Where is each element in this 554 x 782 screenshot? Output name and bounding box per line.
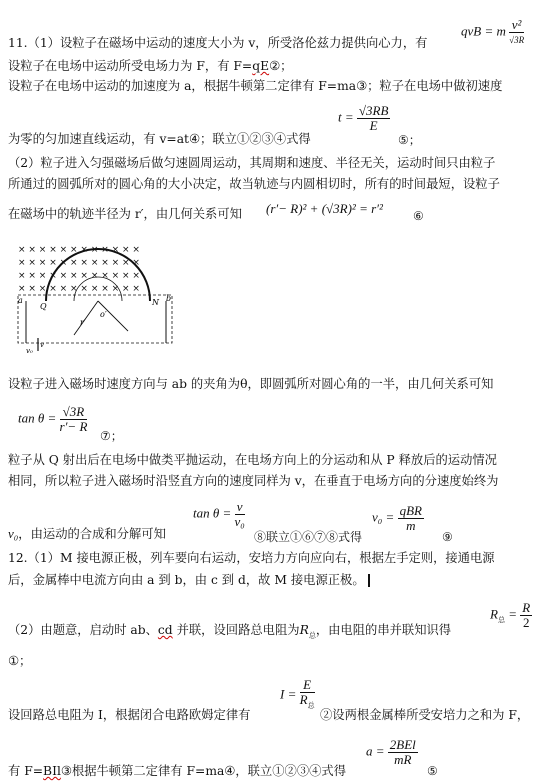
q11-eq-t xyxy=(338,104,390,133)
q11-line4-text: 为零的匀加速直线运动，有 v=at④；联立①②③④式得 xyxy=(8,132,311,146)
eqR-fraction xyxy=(520,601,532,630)
q12-line3-cd: cd xyxy=(157,623,173,637)
q12-line2 xyxy=(8,572,370,588)
q12-line3-f: ，由电阻的串并联知识得 xyxy=(315,623,452,637)
q11-eq1 xyxy=(461,18,524,47)
q12-line5-a: 设回路总电阻为 I，根据闭合电路欧姆定律有 xyxy=(8,708,251,722)
q11-line1: 11.（1）设粒子在磁场中运动的速度大小为 v，所受洛伦兹力提供向心力，有 xyxy=(8,36,428,50)
eq-t-numerator: √3RB xyxy=(358,103,389,118)
fig-label-a: a xyxy=(18,296,23,305)
fig-label-o: o′ xyxy=(100,310,107,319)
q11-line7: 在磁场中的轨迹半径为 r′，由几何关系可知 xyxy=(8,207,242,221)
q11-line8: 设粒子进入磁场时速度方向与 ab 的夹角为θ，即圆弧所对圆心角的一半，由几何关系可知 xyxy=(8,377,494,391)
eq1-denominator: √3R xyxy=(509,35,525,45)
q11-line10: 相同，所以粒子进入磁场时沿竖直方向的速度同样为 v，在垂直于电场方向的分速度始终为 xyxy=(8,474,499,488)
eq-t-lhs: t = xyxy=(338,109,354,125)
eqa-lhs: a = xyxy=(366,743,385,759)
q12-line5 xyxy=(8,707,250,723)
q12-line3-c: 并联，设回路总电阻为 xyxy=(172,623,300,637)
q11-line2-text: 设粒子在电场中运动所受电场力为 F，有 F= xyxy=(8,59,253,73)
eq-t-fraction xyxy=(357,104,391,133)
q11-line9: 粒子从 Q 射出后在电场中做类平抛运动，在电场方向上的分运动和从 P 释放后的运动情况 xyxy=(8,453,497,467)
q11-line2-tag: ②； xyxy=(269,59,293,73)
q11-eq7 xyxy=(18,405,87,434)
svg-text:× × × × × × × × × × × ×: × × × × × × × × × × × × xyxy=(18,284,140,294)
eqa-numerator: 2BEl xyxy=(389,737,416,752)
q11-eq6-tag: ⑥ xyxy=(413,209,424,223)
q11-eq9 xyxy=(372,504,424,533)
eq8-denominator: v₀ xyxy=(234,514,245,529)
fig-label-N: N xyxy=(152,298,159,307)
text-cursor xyxy=(368,574,370,587)
eq-t-denominator: E xyxy=(369,118,378,133)
fig-label-b: b xyxy=(166,294,172,303)
q11-line6: 所通过的圆弧所对的圆心角的大小决定，故当轨迹与内圆相切时，所有的时间最短，设粒子 xyxy=(8,177,500,191)
q12-eqI xyxy=(280,678,315,713)
eq7-denominator: r′− R xyxy=(59,419,88,434)
radius-line xyxy=(74,301,98,335)
eq1-numerator: v² xyxy=(509,18,524,33)
eqR-equals: = xyxy=(504,606,517,622)
magnetic-field-diagram xyxy=(16,243,176,355)
q11-line11-text: ，由运动的合成和分解可知 xyxy=(18,527,166,541)
q11-eq-t-tag: ⑤； xyxy=(398,133,421,147)
q12-line6 xyxy=(8,763,346,779)
fig-label-v: v xyxy=(40,341,44,349)
q11-v0: v₀ xyxy=(8,526,19,541)
eq9-fraction xyxy=(398,504,424,533)
q11-line5: （2）粒子进入匀强磁场后做匀速圆周运动，其周期和速度、半径无关，运动时间只由粒子 xyxy=(8,156,496,170)
q11-eq6: (r′− R)² + (√3R)² = r′² xyxy=(266,201,383,216)
q11-line4 xyxy=(8,131,311,147)
q11-eq7-tag: ⑦； xyxy=(100,429,123,443)
eqa-denominator: mR xyxy=(394,752,412,767)
eq8-fraction xyxy=(235,500,245,529)
eqa-fraction xyxy=(388,738,418,767)
eq7-lhs: tan θ = xyxy=(18,410,57,426)
eqR-lhs: R xyxy=(490,606,498,622)
eq8-lhs: tan θ = xyxy=(193,505,232,521)
q11-line2-qE: qE xyxy=(252,59,270,73)
eq9-numerator: qBR xyxy=(399,503,422,518)
eq1-lhs: qvB = m xyxy=(461,23,506,39)
q12-eqR xyxy=(490,601,532,630)
svg-text:× × × × × × × × × × × ×: × × × × × × × × × × × × xyxy=(18,245,140,255)
fig-label-Q: Q xyxy=(40,302,47,311)
eqI-denominator: R xyxy=(299,692,308,707)
q12-line3 xyxy=(8,622,451,643)
q12-line6-BIl: BIl xyxy=(43,764,61,778)
q12-line3-R: R xyxy=(299,623,309,637)
fig-label-v0: v₀ xyxy=(26,347,33,355)
q11-line3: 设粒子在电场中运动的加速度为 a，根据牛顿第二定律有 F=ma③；粒子在电场中做初速度 xyxy=(8,79,503,93)
svg-text:× × × × × × × × × × × ×: × × × × × × × × × × × × xyxy=(18,258,140,268)
eq7-fraction xyxy=(60,405,88,434)
q12-eqa-tag: ⑤ xyxy=(427,764,438,778)
q12-line6-c: ③根据牛顿第二定律有 F=ma④，联立①②③④式得 xyxy=(60,764,347,778)
eq7-numerator: √3R xyxy=(60,405,88,420)
eq8-numerator: v xyxy=(235,500,245,515)
q12-line1: 12.（1）M 接电源正极，列车要向右运动，安培力方向应向右，根据左手定则，接通电源 xyxy=(8,551,495,565)
eqR-numerator: R xyxy=(522,600,531,615)
eq9-denominator: m xyxy=(406,518,416,533)
q12-eqa xyxy=(366,738,418,767)
q12-line6-a: 有 F= xyxy=(8,764,44,778)
eqI-denominator-sub: 总 xyxy=(307,701,315,710)
q12-line4: ①； xyxy=(8,654,32,668)
eq9-lhs: v₀ = xyxy=(372,509,395,525)
q11-line2 xyxy=(8,58,292,74)
q12-line3-a: （2）由题意，启动时 ab、 xyxy=(8,623,158,637)
q12-line2-text: 后，金属棒中电流方向由 a 到 b，由 c 到 d，故 M 接电源正极。 xyxy=(8,573,365,587)
q11-eq8-tag: ⑧联立①⑥⑦⑧式得 xyxy=(254,530,363,544)
q12-line5b: ②设两根金属棒所受安培力之和为 F， xyxy=(320,708,530,722)
eq1-fraction xyxy=(509,18,524,47)
q11-eq9-tag: ⑨ xyxy=(442,530,453,544)
eqI-lhs: I = xyxy=(280,686,297,702)
svg-text:× × × × × × × × × × × ×: × × × × × × × × × × × × xyxy=(18,271,140,281)
q11-eq8 xyxy=(193,500,245,529)
eqR-sub: 总 xyxy=(497,616,505,625)
eqI-numerator: E xyxy=(300,678,315,693)
eqR-denominator: 2 xyxy=(522,615,530,630)
eqI-fraction xyxy=(300,678,315,713)
fig-label-r: r′ xyxy=(80,318,86,327)
q12-line3-sub: 总 xyxy=(308,631,316,640)
q11-line11 xyxy=(8,526,166,542)
